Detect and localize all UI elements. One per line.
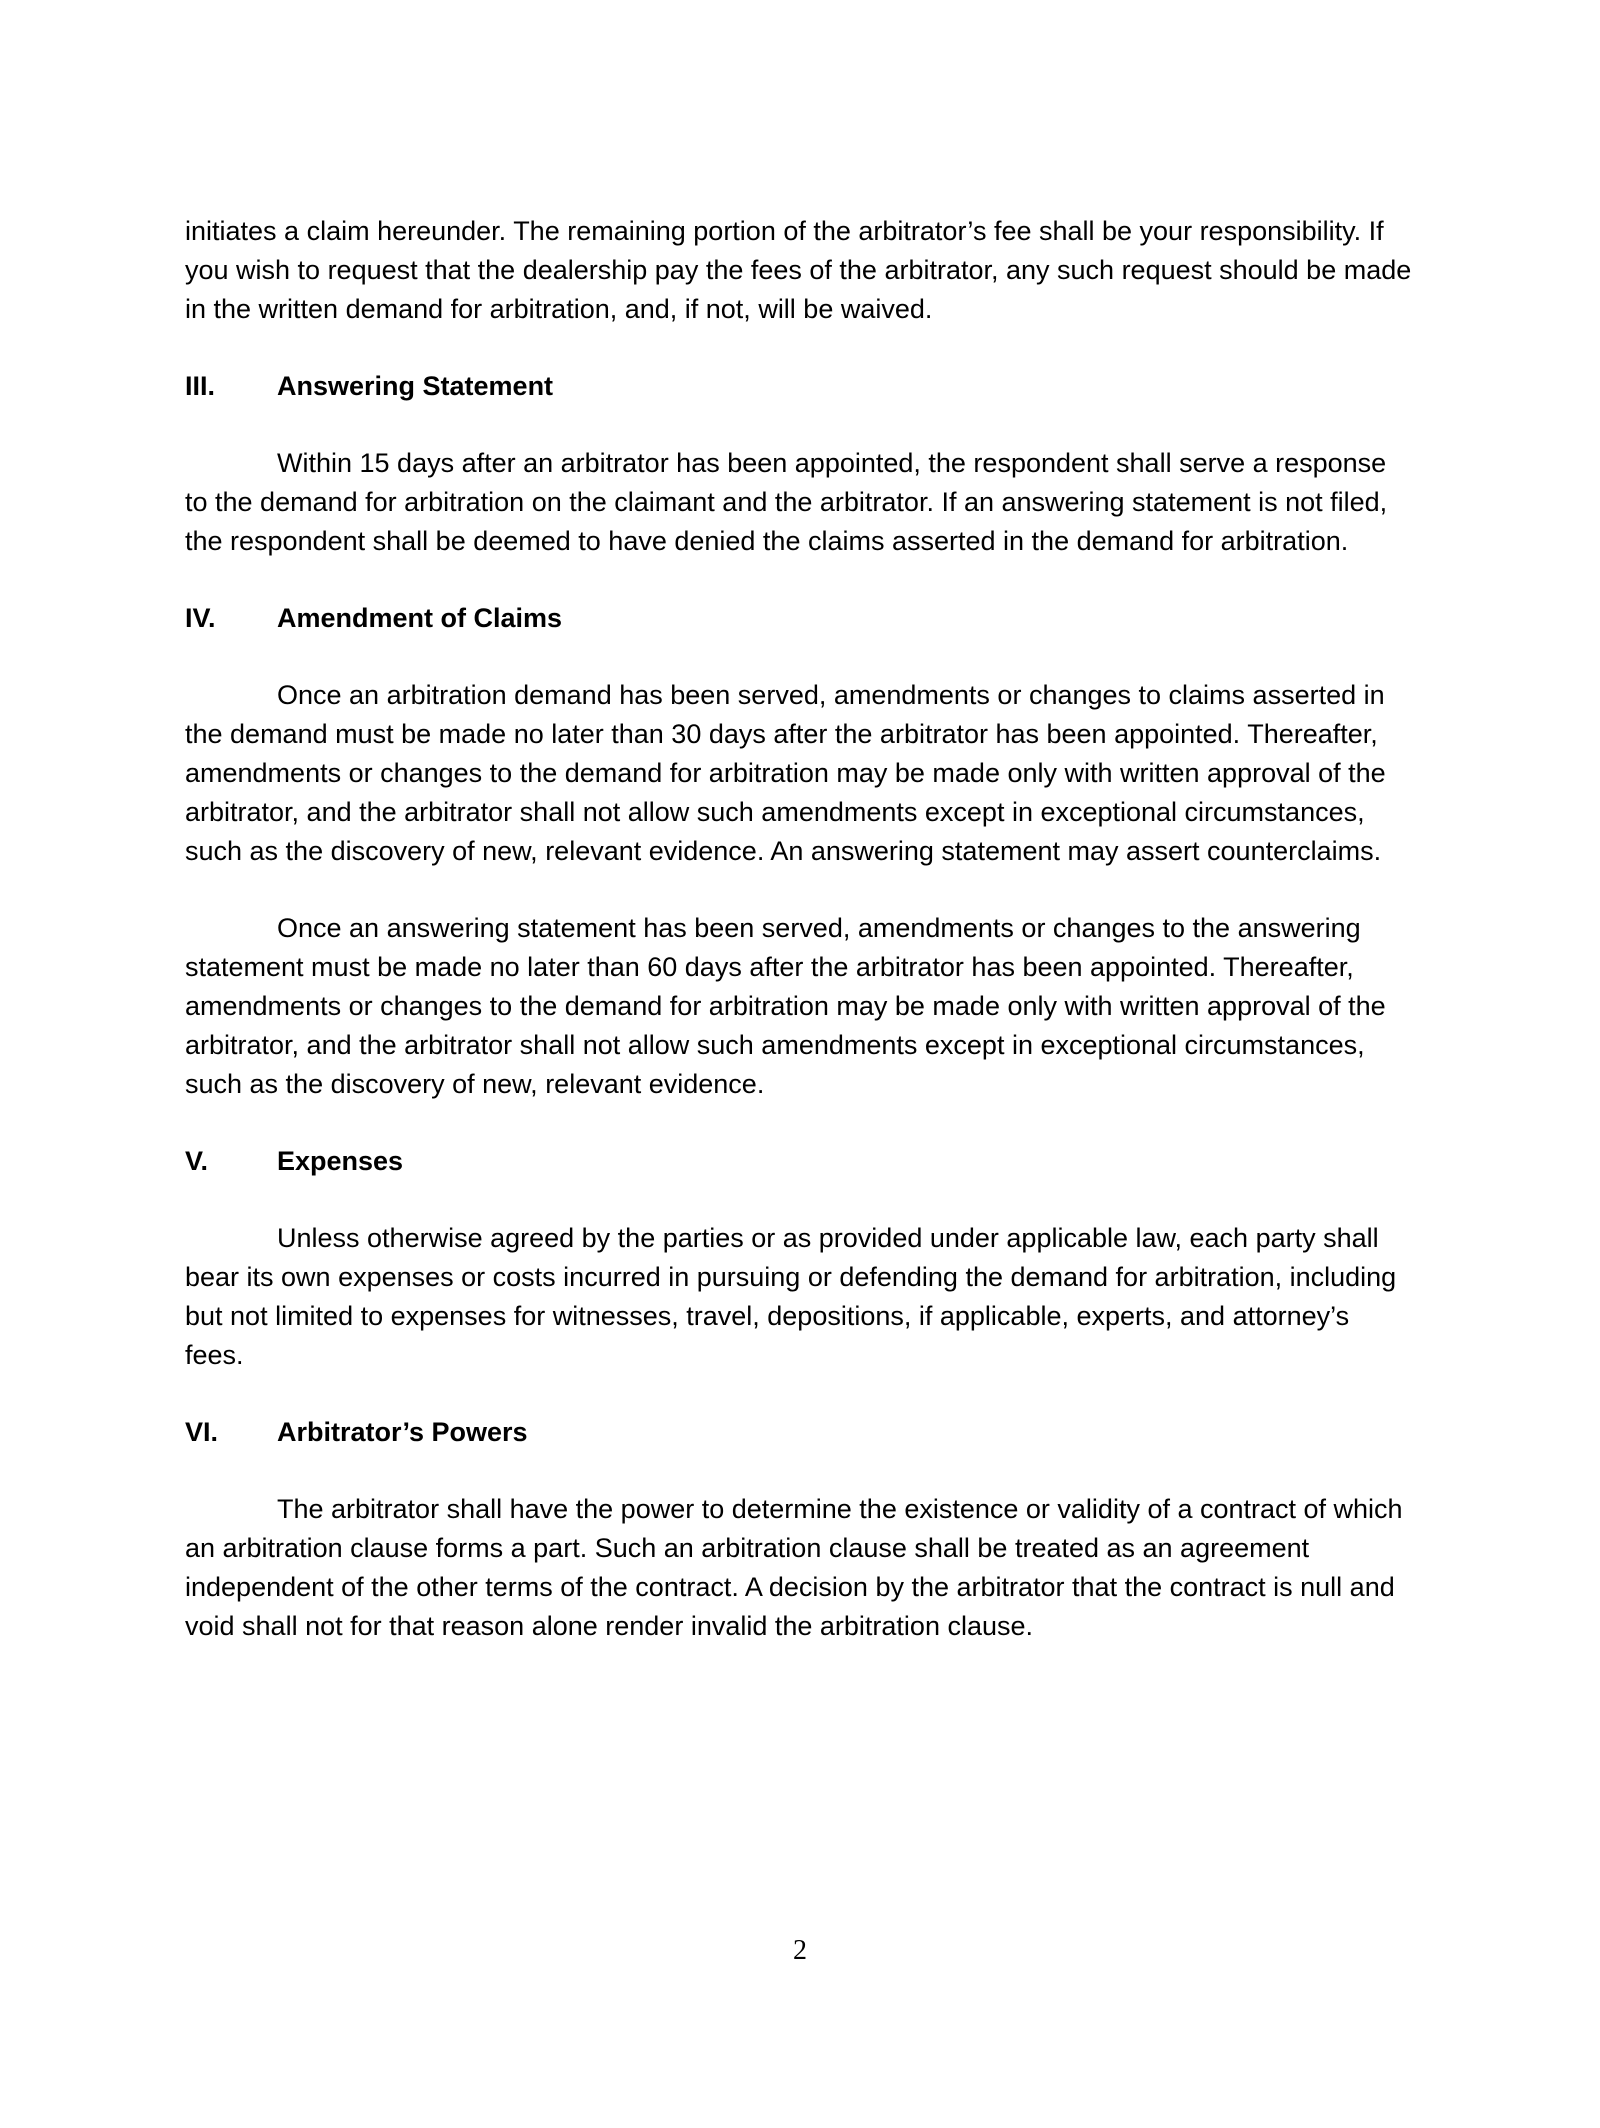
section-number: III. [185, 371, 216, 401]
section-title: Amendment of Claims [277, 603, 563, 633]
section-number: IV. [185, 603, 216, 633]
section-paragraph: Unless otherwise agreed by the parties or as provided under applicable law, each party shall bear its own expenses or costs incurred in pursuing or defending the demand for arbitration, including but not limited to expenses for witnesses, travel, depositions, if applicable, experts, and attorney’s fees. [185, 1223, 1397, 1370]
section-title: Answering Statement [277, 371, 554, 401]
section-heading-v [185, 1142, 1415, 1181]
section-title: Arbitrator’s Powers [277, 1417, 528, 1447]
page-number: 2 [793, 1935, 807, 1966]
section-paragraph: Within 15 days after an arbitrator has been appointed, the respondent shall serve a response to the demand for arbitration on the claimant and the arbitrator. If an answering statement is not filed, the respondent shall be deemed to have denied the claims asserted in the demand for arbitration. [185, 448, 1388, 556]
section-heading-iii [185, 367, 1415, 406]
intro-paragraph: initiates a claim hereunder. The remaining portion of the arbitrator’s fee shall be your responsibility. If you wish to request that the dealership pay the fees of the arbitrator, any such request should be made in the written demand for arbitration, and, if not, will be waived. [185, 216, 1412, 324]
section-title: Expenses [277, 1146, 404, 1176]
section-number: V. [185, 1146, 209, 1176]
section-paragraph: The arbitrator shall have the power to determine the existence or validity of a contract of which an arbitration clause forms a part. Such an arbitration clause shall be treated as an agreement independent of the other terms of the contract. A decision by the arbitrator that the contract is null and void shall not for that reason alone render invalid the arbitration clause. [185, 1494, 1403, 1641]
paragraph-spacer [185, 871, 1415, 909]
section-heading-vi [185, 1413, 1415, 1452]
section-number: VI. [185, 1417, 219, 1447]
section-paragraph: Once an arbitration demand has been served, amendments or changes to claims asserted in the demand must be made no later than 30 days after the arbitrator has been appointed. Thereafter, amendments or changes to the demand for arbitration may be made only with written approval of the arbitrator, and the arbitrator shall not allow such amendments except in exceptional circumstances, such as the discovery of new, relevant evidence. An answering statement may assert counterclaims. [185, 680, 1386, 866]
document-body [185, 212, 1415, 1646]
section-paragraph: Once an answering statement has been served, amendments or changes to the answering statement must be made no later than 60 days after the arbitrator has been appointed. Thereafter, amendments or changes to the demand for arbitration may be made only with written approval of the arbitrator, and the arbitrator shall not allow such amendments except in exceptional circumstances, such as the discovery of new, relevant evidence. [185, 913, 1386, 1099]
section-heading-iv [185, 599, 1415, 638]
